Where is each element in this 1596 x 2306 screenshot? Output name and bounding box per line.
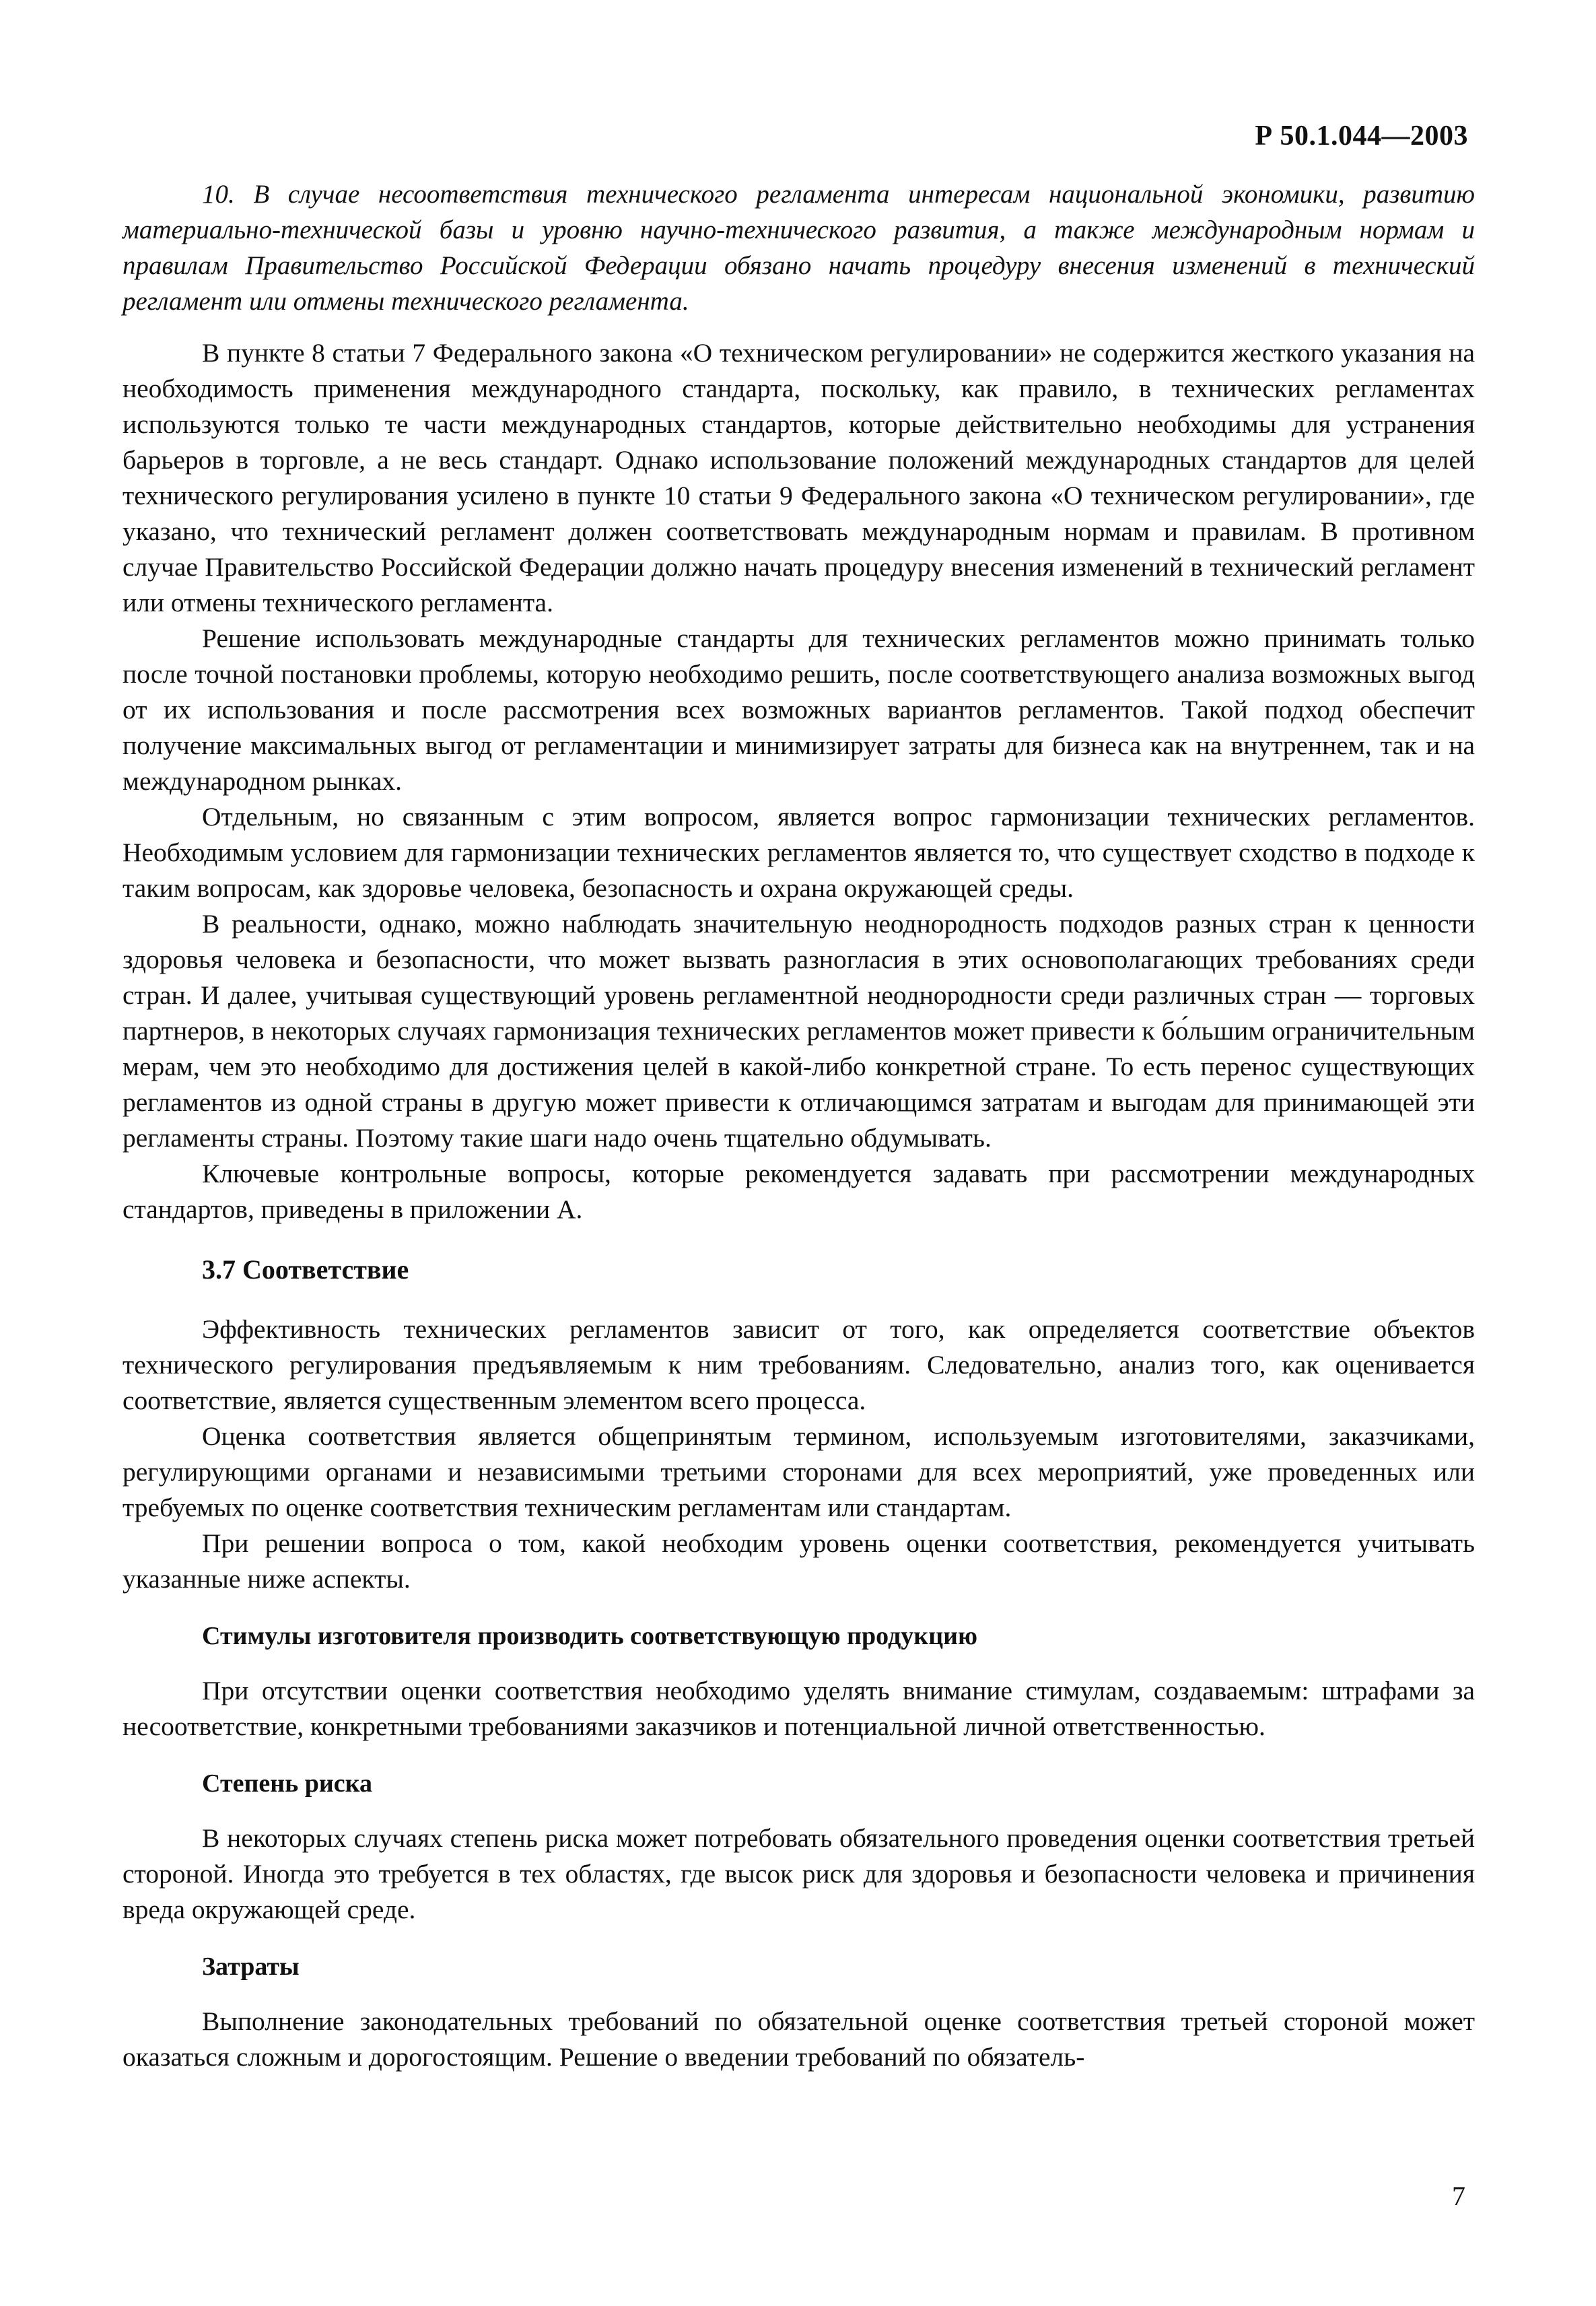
subsection-heading-costs: Затраты	[202, 1953, 300, 1981]
paragraph: Оценка соответствия является общепринятым термином, используемым изготовителями, заказчиками, регулирующими органами и независимыми третьими сторонами для всех мероприятий, уже проведенных или требуемых по оценке соответствия техническим регламентам или стандартам.	[123, 1421, 1475, 1522]
paragraph: Решение использовать международные стандарты для технических регламентов можно принимать только после точной постановки проблемы, которую необходимо решить, после соответствующего анализа возможных выгод от их использования и после рассмотрения всех возможных вариантов регламентов. Такой подход обеспечит получение максимальных выгод от регламентации и минимизирует затраты для бизнеса как на внутреннем, так и на международном рынках.	[123, 623, 1475, 796]
paragraph: В некоторых случаях степень риска может потребовать обязательного проведения оценки соответствия третьей стороной. Иногда это требуется в тех областях, где высок риск для здоровья и безопасности человека и причинения вреда окружающей среде.	[123, 1823, 1475, 1924]
page-body	[123, 176, 1475, 2075]
italic-clause: 10. В случае несоответствия технического регламента интересам национальной экономики, развитию материально-технической базы и уровню научно-технического развития, а также международным нормам и правилам Правительство Российской Федерации обязано начать процедуру внесения изменений в технический регламент или отмены технического регламента.	[123, 180, 1475, 316]
paragraph: В реальности, однако, можно наблюдать значительную неоднородность подходов разных стран к ценности здоровья человека и безопасности, что может вызвать разногласия в этих основополагающих требованиях среди стран. И далее, учитывая существующий уровень регламентной неоднородности среди различных стран — торговых партнеров, в некоторых случаях гармонизация технических регламентов может привести к бо́льшим ограничительным мерам, чем это необходимо для достижения целей в какой-либо конкретной стране. То есть перенос существующих регламентов из одной страны в другую может привести к отличающимся затратам и выгодам для принимающей эти регламенты страны. Поэтому такие шаги надо очень тщательно обдумывать.	[123, 909, 1475, 1153]
paragraph: Отдельным, но связанным с этим вопросом, является вопрос гармонизации технических регламентов. Необходимым условием для гармонизации технических регламентов является то, что существует сходство в подходе к таким вопросам, как здоровье человека, безопасность и охрана окружающей среды.	[123, 802, 1475, 903]
document-code: Р 50.1.044—2003	[1255, 121, 1468, 151]
paragraph: Ключевые контрольные вопросы, которые рекомендуется задавать при рассмотрении международных стандартов, приведены в приложении А.	[123, 1159, 1475, 1224]
paragraph: Эффективность технических регламентов зависит от того, как определяется соответствие объектов технического регулирования предъявляемым к ним требованиям. Следовательно, анализ того, как оценивается соответствие, является существенным элементом всего процесса.	[123, 1314, 1475, 1415]
page-number: 7	[1452, 2181, 1465, 2211]
subsection-heading-incentives: Стимулы изготовителя производить соответствующую продукцию	[202, 1622, 978, 1650]
section-heading: 3.7 Соответствие	[202, 1254, 409, 1285]
paragraph: В пункте 8 статьи 7 Федерального закона «О техническом регулировании» не содержится жесткого указания на необходимость применения международного стандарта, поскольку, как правило, в технических регламентах используются только те части международных стандартов, которые действительно необходимы для устранения барьеров в торговле, а не весь стандарт. Однако использование положений международных стандартов для целей технического регулирования усилено в пункте 10 статьи 9 Федерального закона «О техническом регулировании», где указано, что технический регламент должен соответствовать международным нормам и правилам. В противном случае Правительство Российской Федерации должно начать процедуру внесения изменений в технический регламент или отмены технического регламента.	[123, 338, 1475, 617]
paragraph: Выполнение законодательных требований по обязательной оценке соответствия третьей стороной может оказаться сложным и дорогостоящим. Решение о введении требований по обязатель-	[123, 2006, 1475, 2072]
subsection-heading-risk: Степень риска	[202, 1769, 372, 1798]
paragraph: При отсутствии оценки соответствия необходимо уделять внимание стимулам, создаваемым: штрафами за несоответствие, конкретными требованиями заказчиков и потенциальной личной ответственностью.	[123, 1676, 1475, 1741]
paragraph: При решении вопроса о том, какой необходим уровень оценки соответствия, рекомендуется учитывать указанные ниже аспекты.	[123, 1528, 1475, 1594]
